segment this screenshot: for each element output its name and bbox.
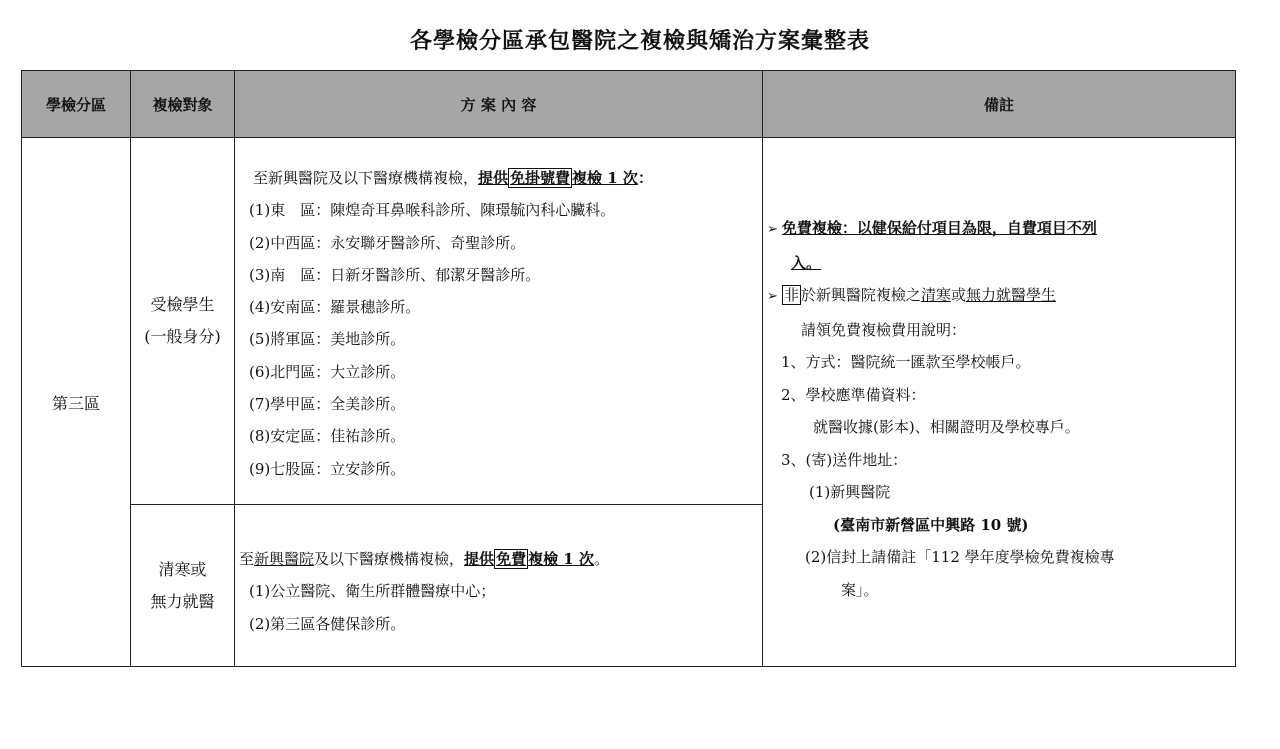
lead-suffix: ：	[637, 169, 653, 187]
list-item: (2)中西區：永安聯牙醫診所、奇聖診所。	[249, 233, 526, 252]
list-item: (9)七股區：立安診所。	[249, 459, 406, 478]
lead-boxed: 免費	[496, 550, 527, 568]
arrow-icon: ➢	[767, 222, 778, 237]
table-row	[22, 138, 1236, 505]
arrow-icon: ➢	[767, 289, 778, 304]
lead-text-mid: 及以下醫療機構複檢，	[314, 550, 465, 568]
note-address: 3、(寄)送件地址：	[781, 450, 908, 469]
note-free-text: 免費複檢：以健保給付項目為限，自費項目不列	[781, 219, 1097, 237]
note-non-text: 於新興醫院複檢之	[800, 286, 921, 304]
lead-text: 至新興醫院及以下醫療機構複檢，	[253, 169, 479, 187]
target-cell-low-income	[131, 505, 235, 667]
list-item: (1)東 區：陳煌奇耳鼻喉科診所、陳璟毓內科心臟科。	[249, 201, 616, 220]
lead-bold-count: 複檢 1 次	[528, 550, 594, 568]
note-envelope-cont: 案」。	[841, 580, 879, 599]
list-item: (6)北門區：大立診所。	[249, 362, 406, 381]
target-label: 受檢學生	[150, 295, 215, 314]
list-item: (1)公立醫院、衛生所群體醫療中心；	[249, 582, 496, 601]
lead-bold-count: 複檢 1 次	[572, 169, 638, 187]
note-envelope: (2)信封上請備註「112 學年度學檢免費複檢專	[805, 548, 1115, 566]
note-apply: 請領免費複檢費用說明：	[801, 320, 967, 339]
note-non-boxed: 非	[783, 286, 799, 304]
target-sublabel: (一般身分)	[144, 327, 221, 346]
list-item: (2)第三區各健保診所。	[249, 614, 406, 633]
plan-cell-general	[235, 138, 763, 505]
list-item: (3)南 區：日新牙醫診所、郁潔牙醫診所。	[249, 265, 541, 284]
plan-lead	[249, 162, 762, 194]
lead-suffix: 。	[593, 550, 609, 568]
header-zone: 學檢分區	[22, 71, 131, 138]
note-method: 1、方式：醫院統一匯款至學校帳戶。	[781, 353, 1031, 371]
note-non	[767, 279, 1235, 314]
plan-lead	[239, 543, 762, 575]
lead-hospital: 新興醫院	[254, 550, 315, 568]
list-item: (7)學甲區：全美診所。	[249, 395, 406, 414]
page-title: 各學檢分區承包醫院之複檢與矯治方案彙整表	[409, 29, 870, 54]
list-item: (8)安定區：佳祐診所。	[249, 427, 406, 446]
note-free-cont	[767, 247, 1235, 280]
note-docs-detail: 就醫收據(影本)、相關證明及學校專戶。	[813, 418, 1080, 436]
target-label: 清寒或	[158, 559, 207, 579]
target-cell-general	[131, 138, 235, 505]
note-non-under: 清寒	[920, 286, 951, 304]
note-docs: 2、學校應準備資料：	[781, 385, 926, 404]
list-item: (4)安南區：羅景穗診所。	[249, 298, 421, 317]
lead-boxed: 免掛號費	[510, 169, 571, 187]
target-sublabel: 無力就醫	[150, 591, 215, 611]
zone-cell: 第三區	[22, 138, 131, 667]
list-item: (5)將軍區：美地診所。	[249, 330, 406, 349]
note-free	[767, 212, 1235, 247]
note-non-under2: 無力就醫學生	[965, 286, 1056, 304]
header-target: 複檢對象	[131, 71, 235, 138]
lead-bold: 提供	[464, 550, 495, 568]
notes-cell	[763, 138, 1236, 667]
note-non-or: 或	[950, 286, 966, 304]
note-address-hospital: (1)新興醫院	[809, 483, 891, 501]
note-address-detail: (臺南市新營區中興路 10 號)	[833, 515, 1029, 534]
lead-bold: 提供	[478, 169, 509, 187]
summary-table	[21, 70, 1236, 667]
lead-text: 至	[239, 550, 255, 568]
header-plan: 方 案 內 容	[235, 71, 763, 138]
header-notes: 備註	[763, 71, 1236, 138]
plan-cell-low-income	[235, 505, 763, 667]
note-free-text-cont: 入。	[791, 253, 822, 272]
header-row	[22, 71, 1236, 138]
